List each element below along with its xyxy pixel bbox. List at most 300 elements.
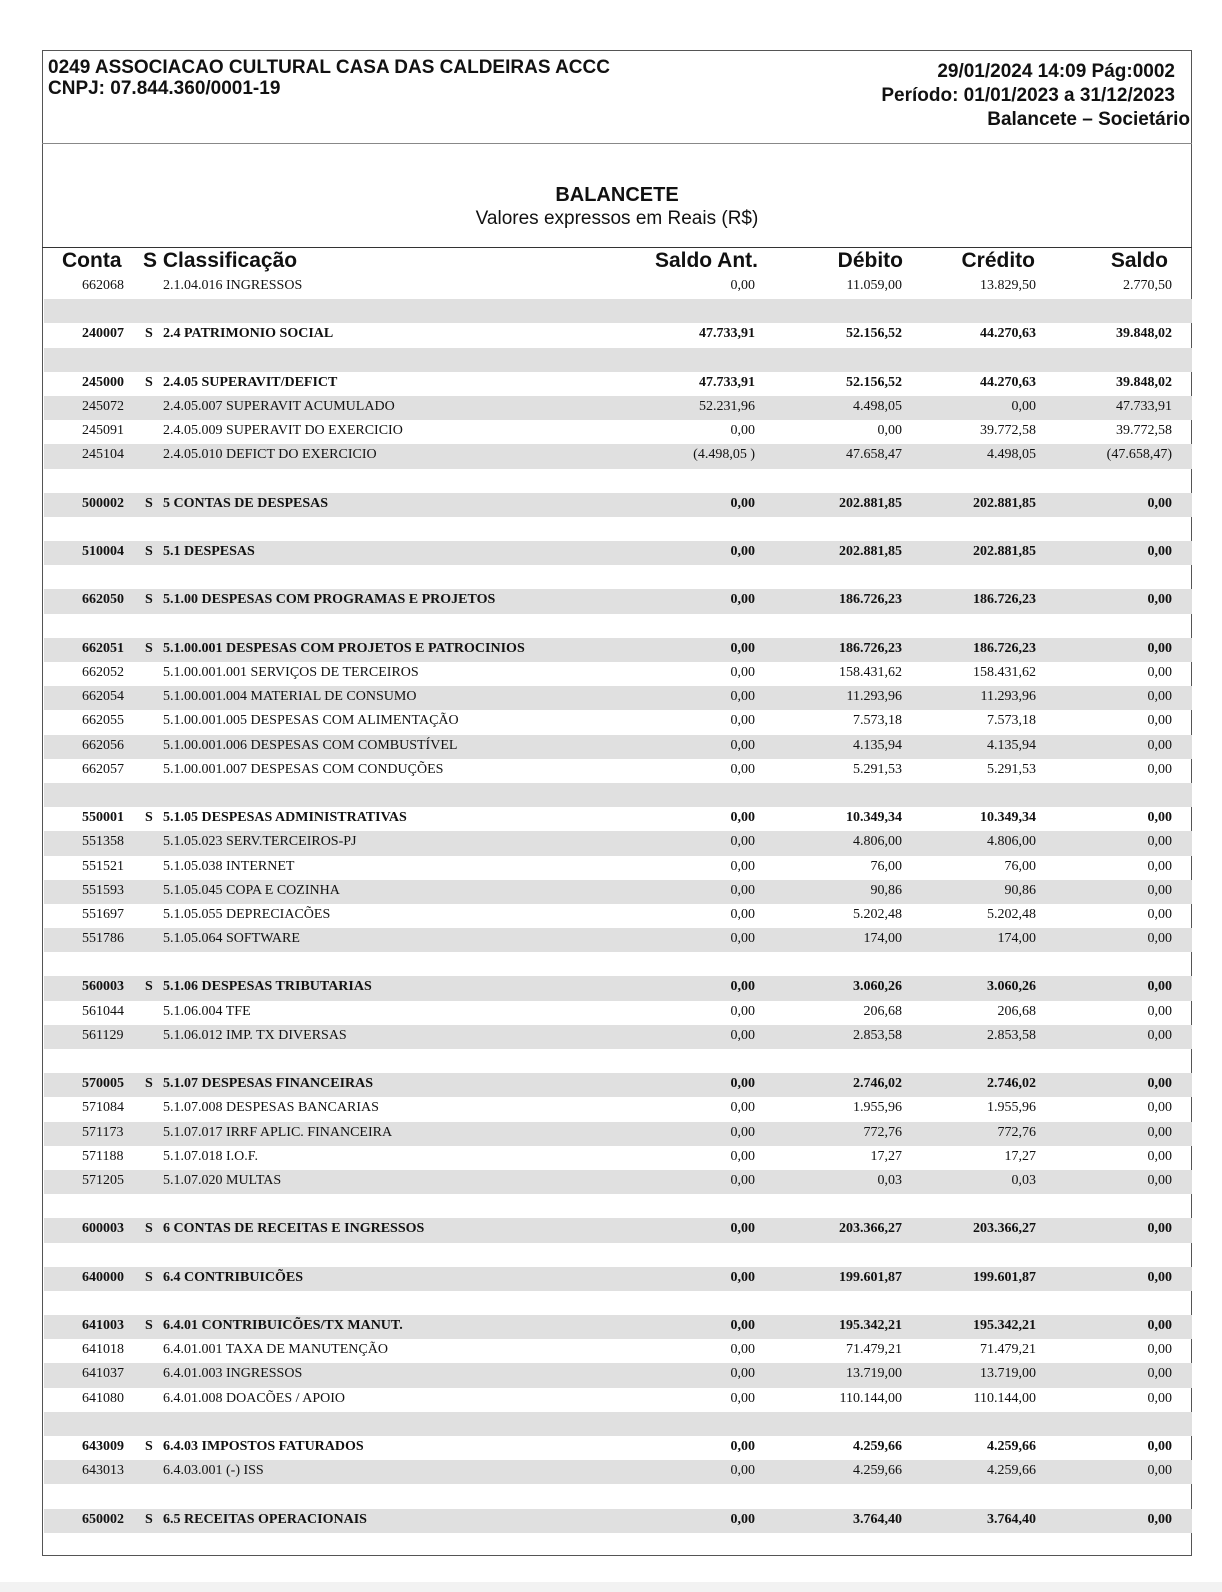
row-conta: 640000	[82, 1269, 124, 1285]
row-conta: 551697	[82, 906, 124, 922]
row-debito: 11.293,96	[846, 689, 902, 705]
row-conta: 643013	[82, 1463, 124, 1479]
row-classificacao: 5 CONTAS DE DESPESAS	[163, 495, 329, 511]
table-row	[44, 759, 1192, 783]
row-conta: 643009	[82, 1439, 124, 1454]
row-conta: 245091	[82, 423, 124, 439]
row-saldo-ant: 0,00	[730, 1390, 755, 1406]
table-row	[44, 1388, 1192, 1412]
row-s-flag: S	[145, 640, 153, 656]
row-saldo: 0,00	[1147, 1172, 1172, 1188]
row-classificacao: 6.4.01 CONTRIBUICÕES/TX MANUT.	[163, 1318, 403, 1334]
row-saldo-ant: 47.733,91	[699, 374, 755, 390]
company-name: 0249 ASSOCIACAO CULTURAL CASA DAS CALDEIRAS ACCC	[48, 57, 610, 78]
row-classificacao: 2.4.05.007 SUPERAVIT ACUMULADO	[163, 398, 395, 414]
row-debito: 772,76	[863, 1124, 902, 1140]
row-s-flag: S	[145, 544, 153, 560]
row-credito: 10.349,34	[980, 810, 1036, 826]
row-credito: 772,76	[997, 1124, 1036, 1140]
row-debito: 52.156,52	[846, 374, 902, 390]
table-header	[42, 247, 1192, 275]
row-saldo: 0,00	[1147, 665, 1172, 680]
row-saldo: 0,00	[1147, 1318, 1172, 1334]
report-title: BALANCETE	[555, 184, 679, 206]
report-title-block	[42, 183, 1192, 231]
table-row	[44, 1460, 1192, 1484]
row-conta: 571205	[82, 1172, 124, 1188]
row-saldo-ant: 0,00	[730, 689, 755, 705]
row-classificacao: 5.1 DESPESAS	[163, 544, 255, 560]
row-debito: 206,68	[863, 1003, 902, 1019]
row-debito: 5.202,48	[853, 906, 902, 922]
table-row	[44, 710, 1192, 734]
row-conta: 245072	[82, 398, 124, 414]
row-debito: 174,00	[863, 931, 902, 947]
col-header-saldo-ant: Saldo Ant.	[654, 249, 758, 272]
row-saldo: 0,00	[1147, 1100, 1172, 1116]
table-row	[44, 372, 1192, 396]
row-debito: 13.719,00	[846, 1366, 902, 1382]
row-debito: 1.955,96	[853, 1100, 902, 1116]
row-debito: 2.746,02	[853, 1076, 902, 1092]
row-credito: 0,03	[1011, 1172, 1036, 1188]
row-saldo: 47.733,91	[1116, 398, 1172, 414]
col-header-saldo: Saldo	[1110, 249, 1168, 272]
row-saldo-ant: 0,00	[730, 1076, 755, 1092]
row-debito: 4.806,00	[853, 834, 902, 850]
report-type: Balancete – Societário	[987, 109, 1190, 130]
row-classificacao: 2.4.05.010 DEFICT DO EXERCICIO	[163, 447, 377, 463]
row-conta: 245000	[82, 374, 124, 390]
row-classificacao: 6.4.03.001 (-) ISS	[163, 1463, 264, 1479]
row-saldo-ant: 0,00	[730, 1366, 755, 1382]
row-debito: 3.060,26	[853, 979, 902, 995]
row-saldo-ant: 0,00	[730, 1463, 755, 1479]
row-conta: 510004	[82, 544, 124, 560]
row-credito: 203.366,27	[973, 1221, 1036, 1237]
row-credito: 186.726,23	[973, 640, 1036, 656]
row-saldo: 39.848,02	[1116, 326, 1172, 342]
row-credito: 39.772,58	[980, 423, 1036, 439]
row-debito: 10.349,34	[846, 810, 902, 826]
row-credito: 3.060,26	[987, 979, 1036, 995]
row-saldo-ant: 0,00	[730, 1003, 755, 1019]
row-debito: 47.658,47	[846, 447, 902, 463]
row-debito: 158.431,62	[839, 665, 902, 680]
row-classificacao: 6.4.01.001 TAXA DE MANUTENÇÃO	[163, 1342, 388, 1358]
row-credito: 110.144,00	[973, 1390, 1036, 1406]
row-s-flag: S	[145, 1269, 153, 1285]
row-saldo: 0,00	[1147, 1366, 1172, 1382]
row-conta: 500002	[82, 495, 124, 511]
balance-table-body	[44, 275, 1192, 1533]
table-row	[44, 323, 1192, 347]
row-saldo: 0,00	[1147, 592, 1172, 608]
row-classificacao: 6.5 RECEITAS OPERACIONAIS	[163, 1511, 367, 1527]
row-credito: 206,68	[997, 1003, 1036, 1019]
row-saldo: 39.848,02	[1116, 374, 1172, 390]
row-credito: 3.764,40	[987, 1511, 1036, 1527]
row-saldo: 0,00	[1147, 495, 1172, 511]
row-s-flag: S	[145, 592, 153, 608]
table-row	[44, 1170, 1192, 1194]
row-saldo: (47.658,47)	[1106, 447, 1172, 463]
row-saldo-ant: 0,00	[730, 1342, 755, 1358]
row-conta: 662057	[82, 761, 124, 777]
table-row	[44, 1509, 1192, 1533]
row-saldo-ant: 0,00	[730, 810, 755, 826]
row-classificacao: 5.1.07.018 I.O.F.	[163, 1148, 258, 1164]
row-credito: 174,00	[997, 931, 1036, 947]
table-row	[44, 541, 1192, 565]
row-conta: 641003	[82, 1318, 124, 1334]
row-conta: 641037	[82, 1366, 124, 1382]
row-conta: 561044	[82, 1003, 124, 1019]
table-row	[44, 444, 1192, 468]
table-spacer-row	[44, 299, 1192, 323]
row-saldo: 0,00	[1147, 858, 1172, 874]
table-spacer-row	[44, 1291, 1192, 1315]
row-saldo-ant: 52.231,96	[699, 398, 755, 414]
row-saldo-ant: 0,00	[730, 544, 755, 560]
row-saldo: 0,00	[1147, 906, 1172, 922]
row-credito: 90,86	[1004, 882, 1036, 898]
table-row	[44, 1097, 1192, 1121]
row-debito: 186.726,23	[839, 640, 902, 656]
row-s-flag: S	[145, 374, 153, 390]
row-saldo-ant: 47.733,91	[699, 326, 755, 342]
row-conta: 551358	[82, 834, 124, 850]
row-saldo-ant: 0,00	[730, 858, 755, 874]
row-classificacao: 5.1.00.001.001 SERVIÇOS DE TERCEIROS	[163, 665, 419, 680]
row-saldo-ant: (4.498,05 )	[693, 447, 755, 463]
company-cnpj: CNPJ: 07.844.360/0001-19	[48, 78, 281, 99]
row-conta: 662068	[82, 278, 124, 293]
row-classificacao: 5.1.05.055 DEPRECIACÕES	[163, 906, 331, 922]
col-header-conta: Conta	[62, 249, 122, 272]
row-debito: 4.498,05	[853, 398, 902, 414]
row-s-flag: S	[145, 1318, 153, 1334]
row-credito: 186.726,23	[973, 592, 1036, 608]
row-classificacao: 6.4 CONTRIBUICÕES	[163, 1269, 304, 1285]
row-conta: 650002	[82, 1511, 124, 1527]
row-saldo: 0,00	[1147, 1511, 1172, 1527]
row-saldo-ant: 0,00	[730, 882, 755, 898]
row-classificacao: 2.4.05.009 SUPERAVIT DO EXERCICIO	[163, 423, 403, 439]
row-classificacao: 5.1.06.012 IMP. TX DIVERSAS	[163, 1027, 347, 1043]
row-debito: 110.144,00	[839, 1390, 902, 1406]
report-period: Período: 01/01/2023 a 31/12/2023	[881, 85, 1175, 106]
table-row	[44, 1122, 1192, 1146]
table-row	[44, 396, 1192, 420]
row-credito: 4.498,05	[987, 447, 1036, 463]
row-saldo: 0,00	[1147, 1390, 1172, 1406]
row-credito: 17,27	[1004, 1148, 1036, 1164]
row-saldo-ant: 0,00	[730, 495, 755, 511]
row-credito: 44.270,63	[980, 374, 1036, 390]
row-saldo-ant: 0,00	[730, 1221, 755, 1237]
row-credito: 44.270,63	[980, 326, 1036, 342]
col-header-debito: Débito	[837, 249, 903, 272]
row-classificacao: 5.1.07.017 IRRF APLIC. FINANCEIRA	[163, 1124, 393, 1140]
table-row	[44, 493, 1192, 517]
table-row	[44, 662, 1192, 686]
row-debito: 7.573,18	[853, 713, 902, 729]
row-saldo: 0,00	[1147, 1027, 1172, 1043]
row-classificacao: 6.4.01.008 DOACÕES / APOIO	[163, 1390, 346, 1406]
row-conta: 560003	[82, 979, 124, 995]
row-classificacao: 5.1.05.045 COPA E COZINHA	[163, 882, 340, 898]
row-credito: 13.829,50	[980, 278, 1036, 293]
table-row	[44, 1315, 1192, 1339]
row-classificacao: 5.1.00 DESPESAS COM PROGRAMAS E PROJETOS	[163, 592, 496, 608]
row-classificacao: 5.1.07 DESPESAS FINANCEIRAS	[163, 1076, 374, 1092]
row-conta: 662050	[82, 592, 124, 608]
table-row	[44, 589, 1192, 613]
row-conta: 571173	[82, 1124, 124, 1140]
row-saldo: 0,00	[1147, 689, 1172, 705]
row-saldo-ant: 0,00	[730, 1124, 755, 1140]
row-saldo-ant: 0,00	[730, 737, 755, 753]
table-row	[44, 831, 1192, 855]
table-row	[44, 420, 1192, 444]
row-saldo: 0,00	[1147, 1003, 1172, 1019]
row-saldo-ant: 0,00	[730, 713, 755, 729]
bottom-strip	[0, 1582, 1222, 1592]
row-classificacao: 2.4.05 SUPERAVIT/DEFICT	[163, 374, 338, 390]
row-saldo: 0,00	[1147, 834, 1172, 850]
row-saldo-ant: 0,00	[730, 1100, 755, 1116]
row-s-flag: S	[145, 495, 153, 511]
row-saldo: 0,00	[1147, 1148, 1172, 1164]
row-classificacao: 5.1.00.001 DESPESAS COM PROJETOS E PATROCINIOS	[163, 640, 525, 656]
row-saldo: 0,00	[1147, 761, 1172, 777]
table-row	[44, 1025, 1192, 1049]
row-saldo: 0,00	[1147, 737, 1172, 753]
row-conta: 561129	[82, 1027, 124, 1043]
row-saldo: 0,00	[1147, 640, 1172, 656]
row-debito: 195.342,21	[839, 1318, 902, 1334]
row-conta: 662052	[82, 665, 124, 680]
row-s-flag: S	[145, 1439, 153, 1454]
row-credito: 202.881,85	[973, 495, 1036, 511]
row-debito: 4.135,94	[853, 737, 902, 753]
row-conta: 551786	[82, 931, 124, 947]
row-credito: 1.955,96	[987, 1100, 1036, 1116]
row-credito: 0,00	[1011, 398, 1036, 414]
row-classificacao: 5.1.07.008 DESPESAS BANCARIAS	[163, 1100, 379, 1116]
row-credito: 76,00	[1004, 858, 1036, 874]
row-saldo-ant: 0,00	[730, 979, 755, 995]
table-row	[44, 1146, 1192, 1170]
row-classificacao: 5.1.00.001.007 DESPESAS COM CONDUÇÕES	[163, 761, 444, 777]
row-classificacao: 5.1.06 DESPESAS TRIBUTARIAS	[163, 979, 372, 995]
report-subtitle: Valores expressos em Reais (R$)	[475, 208, 759, 229]
row-debito: 186.726,23	[839, 592, 902, 608]
col-header-classificacao: S Classificação	[143, 249, 298, 272]
report-datetime-page: 29/01/2024 14:09 Pág:0002	[937, 61, 1175, 82]
row-credito: 5.202,48	[987, 906, 1036, 922]
row-saldo-ant: 0,00	[730, 640, 755, 656]
row-conta: 570005	[82, 1076, 124, 1092]
row-conta: 641018	[82, 1342, 124, 1358]
table-spacer-row	[44, 1243, 1192, 1267]
row-conta: 662051	[82, 640, 124, 656]
row-saldo: 0,00	[1147, 1269, 1172, 1285]
row-s-flag: S	[145, 326, 153, 342]
row-saldo-ant: 0,00	[730, 931, 755, 947]
row-credito: 4.806,00	[987, 834, 1036, 850]
row-debito: 4.259,66	[853, 1463, 902, 1479]
row-classificacao: 5.1.05.038 INTERNET	[163, 858, 295, 874]
row-saldo: 0,00	[1147, 1342, 1172, 1358]
table-spacer-row	[44, 565, 1192, 589]
table-spacer-row	[44, 348, 1192, 372]
row-saldo-ant: 0,00	[730, 1172, 755, 1188]
table-row	[44, 1436, 1192, 1460]
row-saldo: 0,00	[1147, 713, 1172, 729]
row-classificacao: 5.1.05.064 SOFTWARE	[163, 931, 300, 947]
row-classificacao: 6.4.03 IMPOSTOS FATURADOS	[163, 1439, 364, 1454]
row-credito: 5.291,53	[987, 761, 1036, 777]
row-credito: 2.853,58	[987, 1027, 1036, 1043]
row-s-flag: S	[145, 1511, 153, 1527]
row-classificacao: 2.1.04.016 INGRESSOS	[163, 278, 303, 293]
table-row	[44, 638, 1192, 662]
row-classificacao: 5.1.07.020 MULTAS	[163, 1172, 282, 1188]
row-classificacao: 6 CONTAS DE RECEITAS E INGRESSOS	[163, 1221, 425, 1237]
row-saldo: 0,00	[1147, 1463, 1172, 1479]
table-row	[44, 976, 1192, 1000]
row-credito: 2.746,02	[987, 1076, 1036, 1092]
row-saldo: 0,00	[1147, 931, 1172, 947]
row-saldo-ant: 0,00	[730, 761, 755, 777]
row-conta: 240007	[82, 326, 124, 342]
row-debito: 202.881,85	[839, 495, 902, 511]
table-row	[44, 856, 1192, 880]
row-saldo-ant: 0,00	[730, 834, 755, 850]
table-row	[44, 1363, 1192, 1387]
table-row	[44, 904, 1192, 928]
row-conta: 600003	[82, 1221, 124, 1237]
row-credito: 202.881,85	[973, 544, 1036, 560]
row-saldo: 0,00	[1147, 1076, 1172, 1092]
col-header-credito: Crédito	[961, 249, 1035, 272]
row-classificacao: 5.1.05.023 SERV.TERCEIROS-PJ	[163, 834, 357, 850]
row-debito: 2.853,58	[853, 1027, 902, 1043]
row-saldo: 0,00	[1147, 1124, 1172, 1140]
row-credito: 13.719,00	[980, 1366, 1036, 1382]
row-debito: 11.059,00	[846, 278, 902, 293]
row-saldo-ant: 0,00	[730, 423, 755, 439]
row-debito: 202.881,85	[839, 544, 902, 560]
row-saldo: 0,00	[1147, 979, 1172, 995]
table-row	[44, 1218, 1192, 1242]
row-conta: 641080	[82, 1390, 124, 1406]
row-saldo: 39.772,58	[1116, 423, 1172, 439]
row-saldo: 0,00	[1147, 1221, 1172, 1237]
row-conta: 551521	[82, 858, 124, 874]
table-spacer-row	[44, 517, 1192, 541]
row-debito: 52.156,52	[846, 326, 902, 342]
row-debito: 0,00	[877, 423, 902, 439]
row-debito: 90,86	[870, 882, 902, 898]
table-spacer-row	[44, 1194, 1192, 1218]
table-spacer-row	[44, 1484, 1192, 1508]
row-saldo-ant: 0,00	[730, 278, 755, 293]
row-saldo: 0,00	[1147, 1439, 1172, 1454]
table-row	[44, 928, 1192, 952]
row-s-flag: S	[145, 1076, 153, 1092]
table-row	[44, 1267, 1192, 1291]
table-spacer-row	[44, 783, 1192, 807]
table-spacer-row	[44, 469, 1192, 493]
table-row	[44, 1001, 1192, 1025]
row-credito: 158.431,62	[973, 665, 1036, 680]
row-classificacao: 5.1.06.004 TFE	[163, 1003, 251, 1019]
row-credito: 71.479,21	[980, 1342, 1036, 1358]
row-s-flag: S	[145, 979, 153, 995]
row-conta: 571084	[82, 1100, 124, 1116]
row-classificacao: 5.1.00.001.005 DESPESAS COM ALIMENTAÇÃO	[163, 713, 459, 729]
table-row	[44, 880, 1192, 904]
row-classificacao: 5.1.05 DESPESAS ADMINISTRATIVAS	[163, 810, 407, 826]
table-row	[44, 1073, 1192, 1097]
row-conta: 571188	[82, 1148, 124, 1164]
row-credito: 11.293,96	[980, 689, 1036, 705]
table-row	[44, 686, 1192, 710]
row-conta: 245104	[82, 447, 124, 463]
row-debito: 76,00	[870, 858, 902, 874]
row-classificacao: 5.1.00.001.006 DESPESAS COM COMBUSTÍVEL	[163, 737, 458, 753]
row-credito: 195.342,21	[973, 1318, 1036, 1334]
row-s-flag: S	[145, 810, 153, 826]
row-credito: 4.259,66	[987, 1439, 1036, 1454]
row-debito: 5.291,53	[853, 761, 902, 777]
row-classificacao: 6.4.01.003 INGRESSOS	[163, 1366, 303, 1382]
row-debito: 199.601,87	[839, 1269, 902, 1285]
row-debito: 3.764,40	[853, 1511, 902, 1527]
row-debito: 4.259,66	[853, 1439, 902, 1454]
row-saldo-ant: 0,00	[730, 1027, 755, 1043]
row-classificacao: 5.1.00.001.004 MATERIAL DE CONSUMO	[163, 689, 417, 705]
table-row	[44, 275, 1192, 299]
row-saldo: 0,00	[1147, 544, 1172, 560]
header-divider	[42, 143, 1192, 144]
row-saldo: 2.770,50	[1123, 278, 1172, 293]
row-conta: 662054	[82, 689, 124, 705]
row-debito: 71.479,21	[846, 1342, 902, 1358]
table-row	[44, 807, 1192, 831]
row-saldo-ant: 0,00	[730, 665, 755, 680]
row-credito: 199.601,87	[973, 1269, 1036, 1285]
row-saldo-ant: 0,00	[730, 592, 755, 608]
row-conta: 550001	[82, 810, 124, 826]
table-row	[44, 735, 1192, 759]
table-spacer-row	[44, 952, 1192, 976]
row-saldo-ant: 0,00	[730, 1269, 755, 1285]
row-credito: 7.573,18	[987, 713, 1036, 729]
row-conta: 662055	[82, 713, 124, 729]
row-saldo-ant: 0,00	[730, 1511, 755, 1527]
row-conta: 551593	[82, 882, 124, 898]
report-header-right	[881, 60, 1190, 132]
row-saldo-ant: 0,00	[730, 906, 755, 922]
row-saldo: 0,00	[1147, 882, 1172, 898]
table-spacer-row	[44, 1412, 1192, 1436]
row-saldo-ant: 0,00	[730, 1318, 755, 1334]
row-saldo: 0,00	[1147, 810, 1172, 826]
